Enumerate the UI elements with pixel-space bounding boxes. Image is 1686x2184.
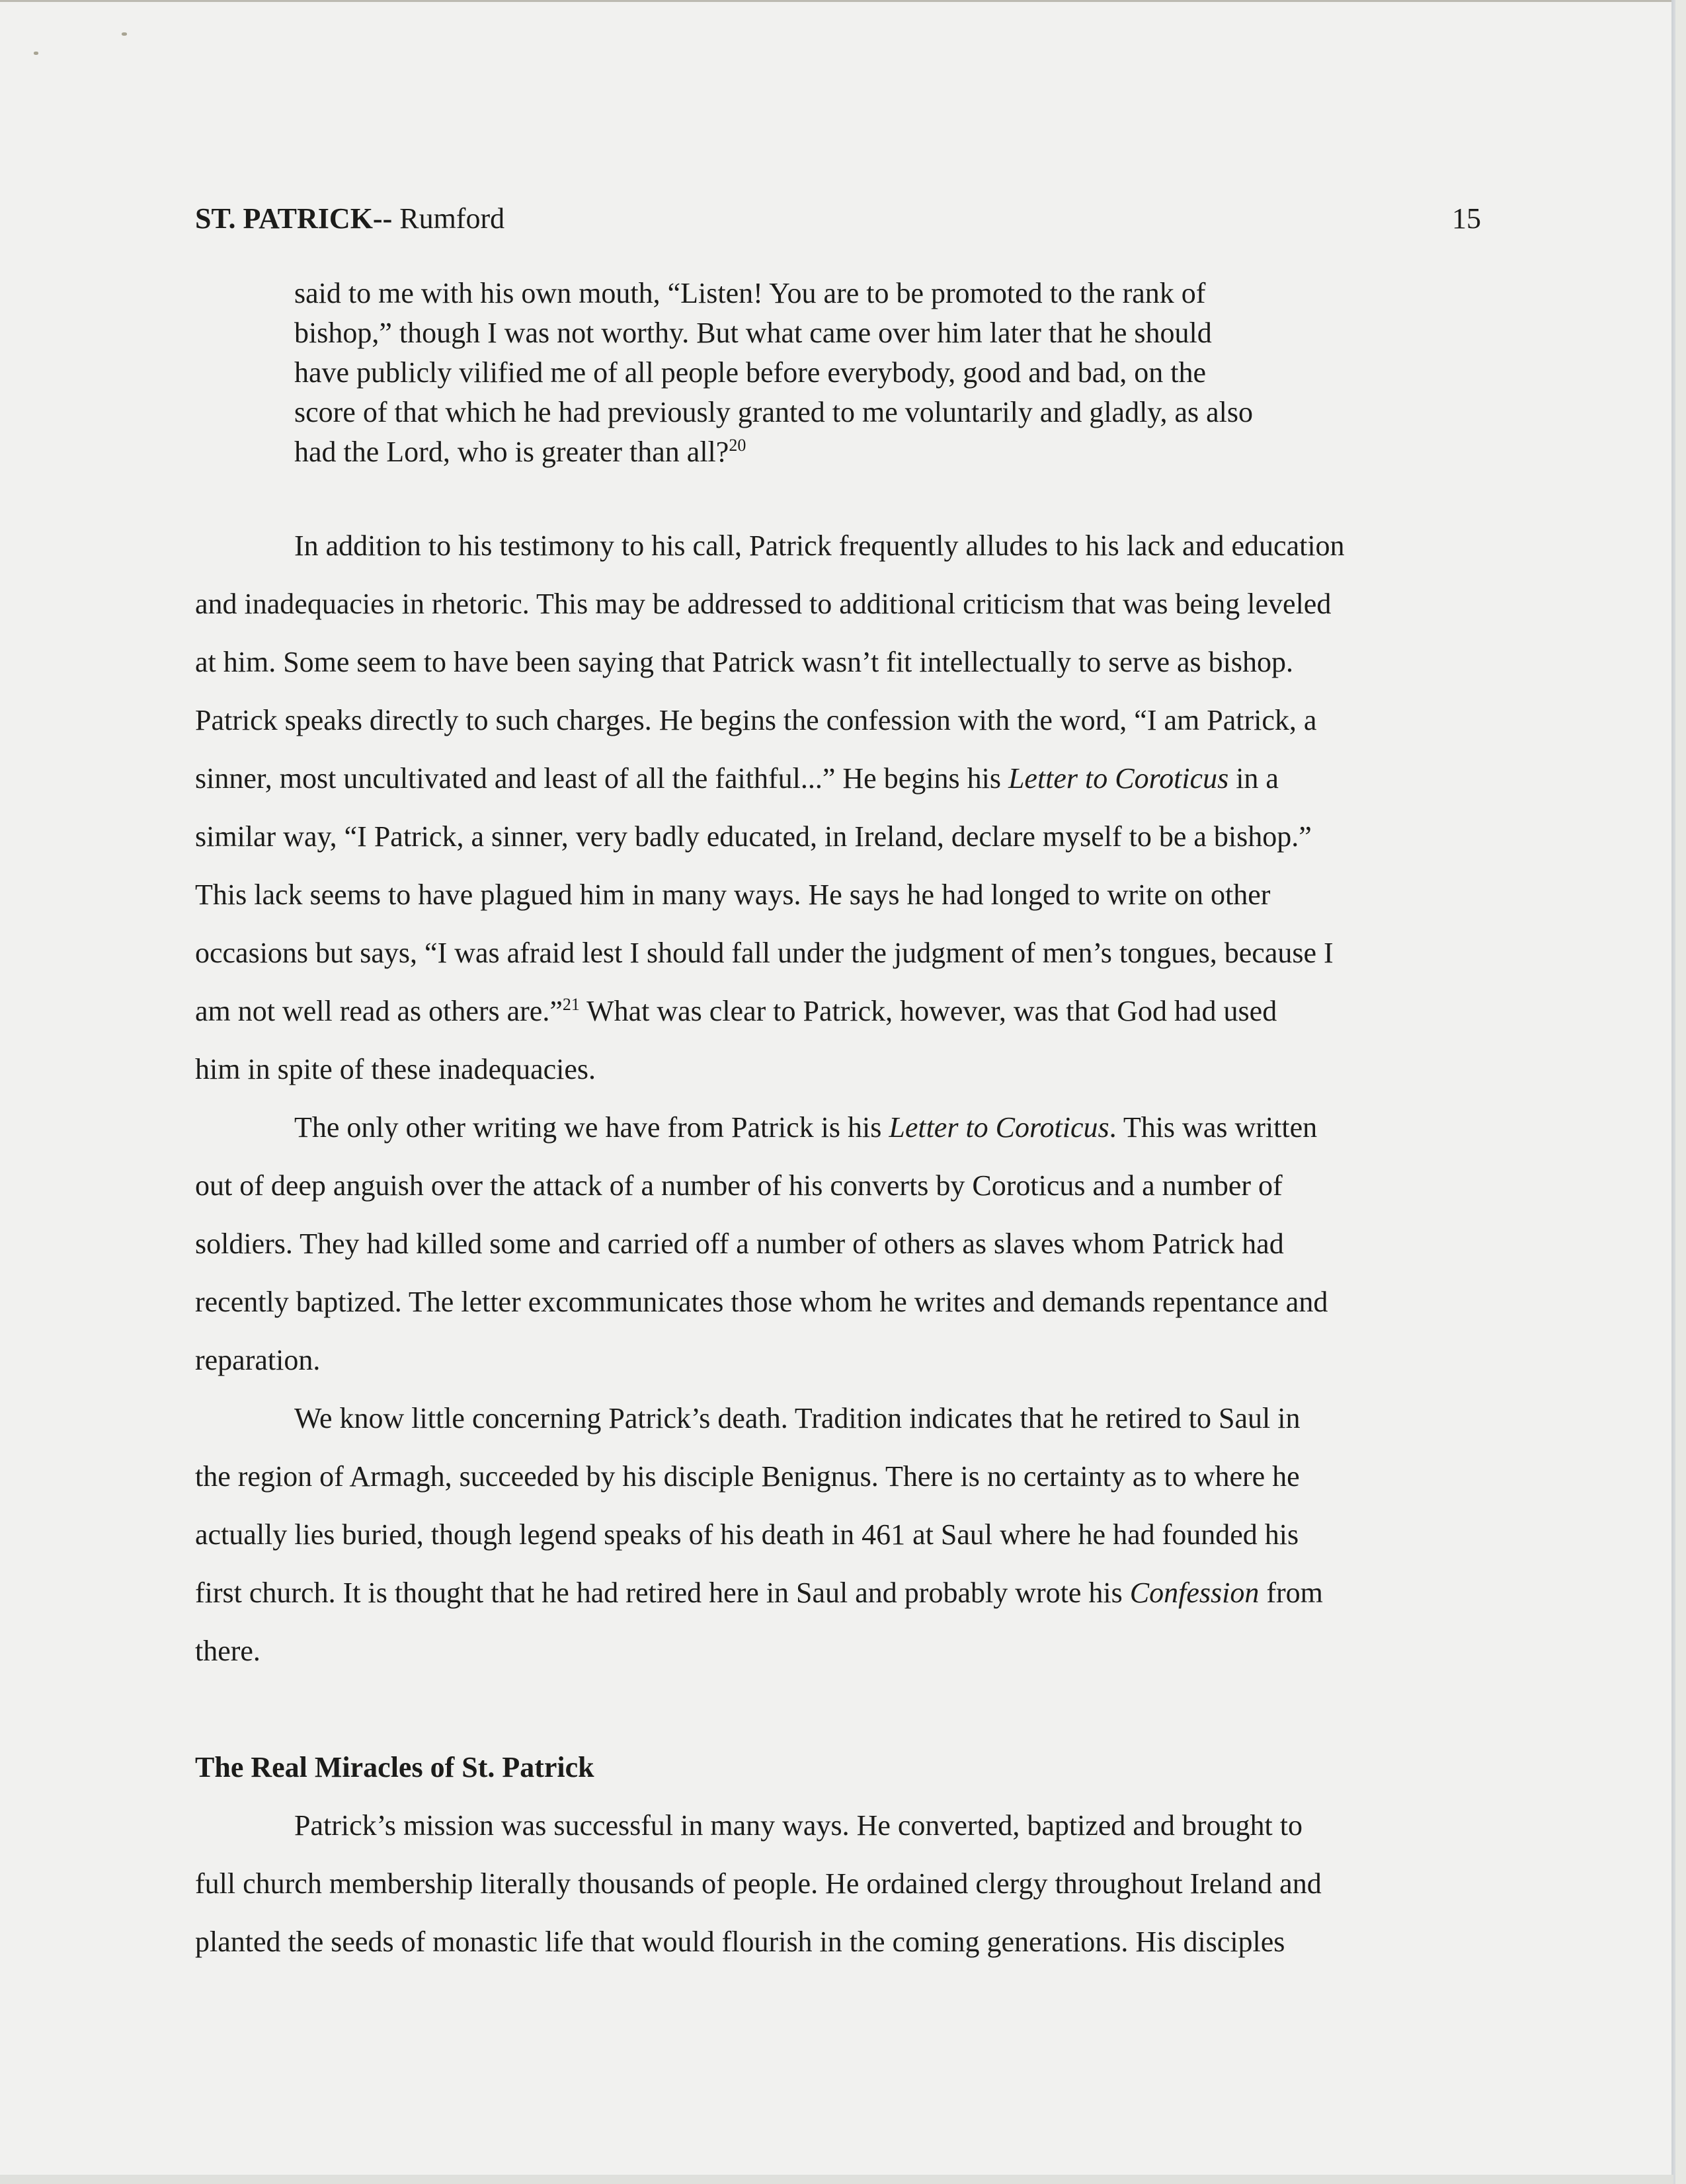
section-heading: The Real Miracles of St. Patrick: [195, 1751, 594, 1783]
text-line: recently baptized. The letter excommunicates those whom he writes and demands repentance and: [195, 1286, 1328, 1318]
quote-line: said to me with his own mouth, “Listen! You are to be promoted to the rank of: [294, 277, 1206, 309]
header-title-bold: ST. PATRICK--: [195, 202, 393, 235]
header-author: Rumford: [392, 202, 505, 235]
text-line: there.: [195, 1635, 261, 1667]
text-line: full church membership literally thousands of people. He ordained clergy throughout Ireland and: [195, 1867, 1322, 1900]
text-line: soldiers. They had killed some and carried off a number of others as slaves whom Patrick had: [195, 1228, 1284, 1260]
quote-line: [294, 432, 1405, 472]
text-line: actually lies buried, though legend speaks of his death in 461 at Saul where he had founded his: [195, 1518, 1299, 1551]
paragraph-education: [195, 517, 1491, 1099]
scan-speck: [34, 52, 38, 55]
text-line: [195, 1099, 1491, 1157]
footnote-ref-20[interactable]: 20: [729, 436, 746, 455]
text-line: occasions but says, “I was afraid lest I should fall under the judgment of men’s tongues, because I: [195, 937, 1334, 969]
text-line: at him. Some seem to have been saying that Patrick wasn’t fit intellectually to serve as bishop.: [195, 646, 1294, 678]
paragraph-coroticus: [195, 1099, 1491, 1389]
quote-line: bishop,” though I was not worthy. But what came over him later that he should: [294, 317, 1212, 349]
text-line: reparation.: [195, 1344, 321, 1376]
text-line: In addition to his testimony to his call, Patrick frequently alludes to his lack and education: [294, 529, 1345, 562]
text-run: The only other writing we have from Patrick is his: [294, 1111, 889, 1144]
text-run: sinner, most uncultivated and least of all the faithful...” He begins his: [195, 762, 1008, 795]
text-run: am not well read as others are.”: [195, 995, 563, 1027]
scan-speck: [122, 32, 127, 36]
book-title: Letter to Coroticus: [1008, 762, 1229, 795]
footnote-ref-21[interactable]: 21: [562, 995, 580, 1014]
text-line: [195, 982, 1491, 1040]
text-line: [195, 1564, 1491, 1622]
text-line: and inadequacies in rhetoric. This may be addressed to additional criticism that was being leveled: [195, 588, 1332, 620]
text-line: [195, 750, 1491, 808]
text-line: planted the seeds of monastic life that would flourish in the coming generations. His disciples: [195, 1926, 1285, 1958]
text-line: out of deep anguish over the attack of a number of his converts by Coroticus and a number of: [195, 1169, 1283, 1202]
text-run: What was clear to Patrick, however, was that God had used: [579, 995, 1277, 1027]
quote-line: score of that which he had previously granted to me voluntarily and gladly, as also: [294, 396, 1253, 428]
book-title: Letter to Coroticus: [889, 1111, 1109, 1144]
page-number: 15: [1452, 202, 1481, 235]
text-line: This lack seems to have plagued him in many ways. He says he had longed to write on other: [195, 878, 1271, 911]
text-line: We know little concerning Patrick’s death. Tradition indicates that he retired to Saul in: [294, 1402, 1301, 1434]
scan-edge: [1673, 0, 1686, 2184]
text-line: the region of Armagh, succeeded by his disciple Benignus. There is no certainty as to where he: [195, 1460, 1300, 1493]
quote-line: have publicly vilified me of all people before everybody, good and bad, on the: [294, 356, 1207, 389]
body-text: [195, 517, 1491, 1971]
text-line: similar way, “I Patrick, a sinner, very badly educated, in Ireland, declare myself to be a bishop.”: [195, 820, 1312, 853]
text-run: in a: [1228, 762, 1279, 795]
block-quote: [294, 274, 1405, 472]
paragraph-death: [195, 1389, 1491, 1680]
book-title: Confession: [1129, 1577, 1260, 1609]
text-line: Patrick speaks directly to such charges. He begins the confession with the word, “I am Patrick, a: [195, 704, 1317, 736]
header-title: [195, 200, 504, 237]
text-line: him in spite of these inadequacies.: [195, 1053, 596, 1085]
text-run: first church. It is thought that he had retired here in Saul and probably wrote his: [195, 1577, 1130, 1609]
text-line: Patrick’s mission was successful in many ways. He converted, baptized and brought to: [294, 1809, 1303, 1842]
paragraph-mission: [195, 1797, 1491, 1971]
text-run: from: [1259, 1577, 1323, 1609]
text-run: . This was written: [1109, 1111, 1318, 1144]
quote-text: had the Lord, who is greater than all?: [294, 436, 729, 468]
running-header: [195, 200, 1481, 237]
